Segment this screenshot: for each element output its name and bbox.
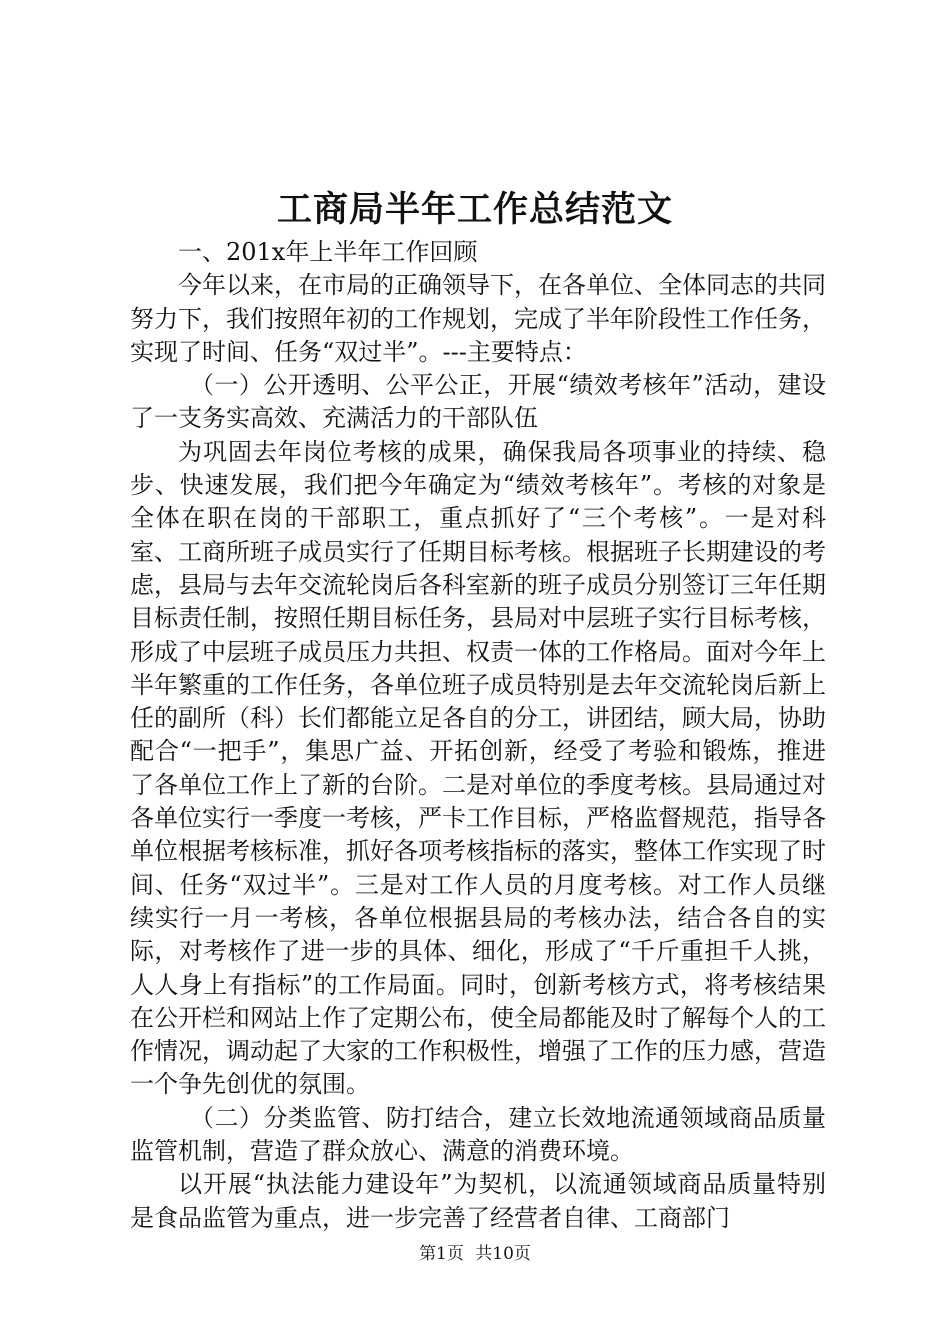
body-paragraph: 以开展“执法能力建设年”为契机，以流通领域商品质量特别是食品监管为重点，进一步完善了经营者自律、工商部门 [130, 1170, 826, 1232]
sub-heading: （二）分类监管、防打结合，建立长效地流通领域商品质量监管机制，营造了群众放心、满意的消费环境。 [130, 1103, 826, 1166]
body-paragraph: 今年以来，在市局的正确领导下，在各单位、全体同志的共同努力下，我们按照年初的工作规划，完成了半年阶段性工作任务，实现了时间、任务“双过半”。---主要特点： [130, 271, 826, 366]
page-footer [0, 1242, 950, 1266]
body-paragraph: 为巩固去年岗位考核的成果，确保我局各项事业的持续、稳步、快速发展，我们把今年确定为“绩效考核年”。考核的对象是全体在职在岗的干部职工，重点抓好了“三个考核”。一是对科室、工商所班子成员实行了任期目标考核。根据班子长期建设的考虑，县局与去年交流轮岗后各科室新的班子成员分别签订三年任期目标责任制，按照任期目标任务，县局对中层班子实行目标考核，形成了中层班子成员压力共担、权责一体的工作格局。面对今年上半年繁重的工作任务，各单位班子成员特别是去年交流轮岗后新上任的副所（科）长们都能立足各自的分工，讲团结，顾大局，协助配合“一把手”，集思广益、开拓创新，经受了考验和锻炼，推进了各单位工作上了新的台阶。二是对单位的季度考核。县局通过对各单位实行一季度一考核，严卡工作目标，严格监督规范，指导各单位根据考核标准，抓好各项考核指标的落实，整体工作实现了时间、任务“双过半”。三是对工作人员的月度考核。对工作人员继续实行一月一考核，各单位根据县局的考核办法，结合各自的实际，对考核作了进一步的具体、细化，形成了“千斤重担千人挑，人人身上有指标”的工作局面。同时，创新考核方式，将考核结果在公开栏和网站上作了定期公布，使全局都能及时了解每个人的工作情况，调动起了大家的工作积极性，增强了工作的压力感，营造一个争先创优的氛围。 [130, 437, 826, 1099]
page-total: 共10页 [475, 1244, 531, 1264]
section-heading: 一、201x年上半年工作回顾 [178, 238, 478, 266]
page-number: 第1页 [419, 1244, 464, 1264]
document-title: 工商局半年工作总结范文 [276, 189, 673, 230]
sub-heading: （一）公开透明、公平公正，开展“绩效考核年”活动，建设了一支务实高效、充满活力的干部队伍 [130, 371, 826, 433]
document-body [130, 236, 826, 1235]
